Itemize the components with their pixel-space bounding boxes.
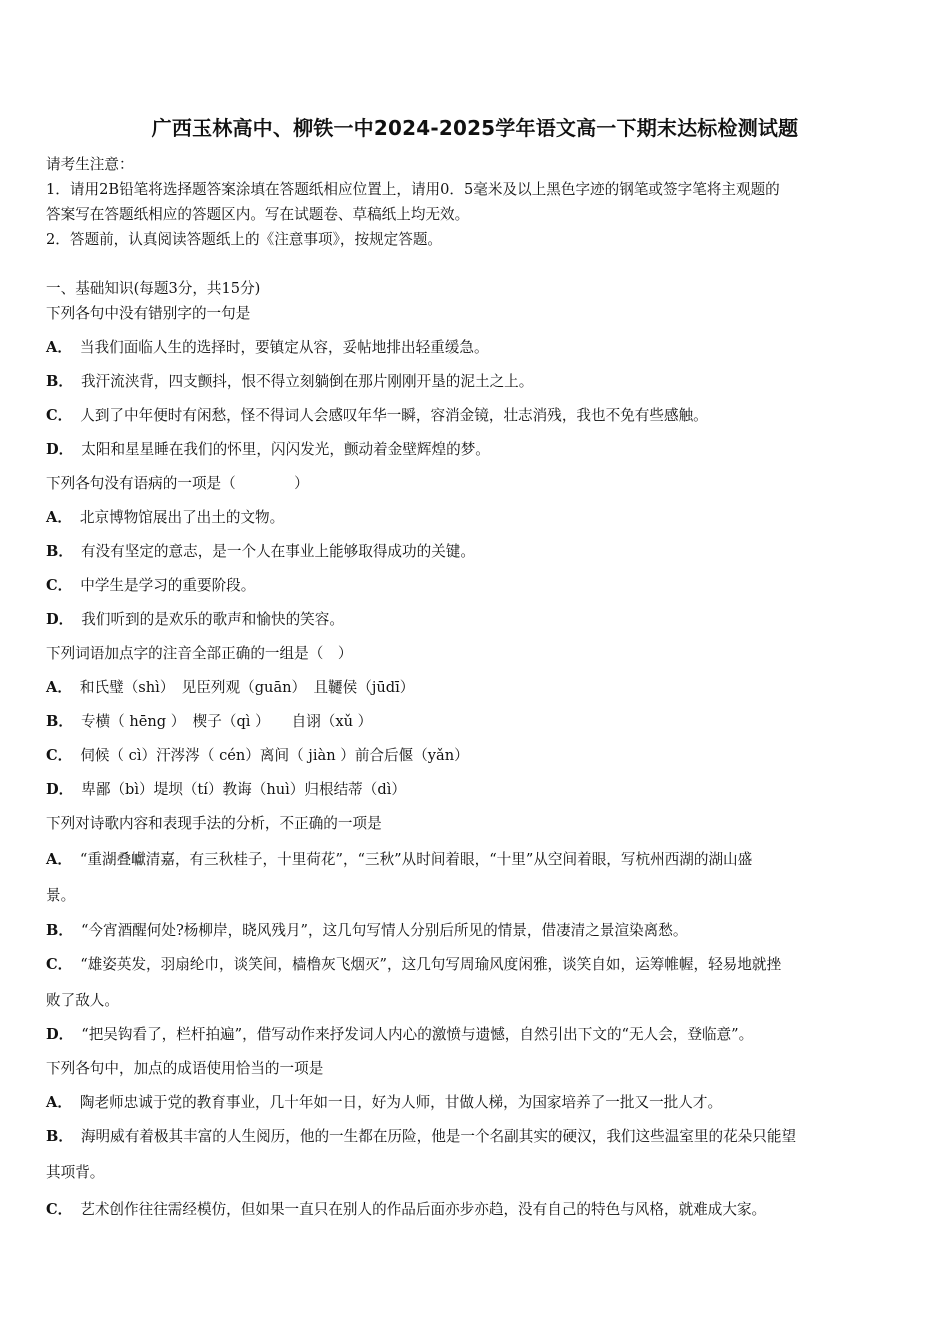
q1-option-a bbox=[46, 336, 489, 357]
question-stem-2: 下列各句没有语病的一项是（ ） bbox=[46, 475, 309, 492]
option-key: D． bbox=[46, 781, 74, 798]
q4-option-c-cont: 败了敌人。 bbox=[46, 992, 119, 1009]
q1-option-b bbox=[46, 370, 533, 391]
option-key: A． bbox=[46, 851, 72, 868]
option-key: B． bbox=[46, 543, 73, 560]
q5-option-c bbox=[46, 1198, 766, 1219]
option-key: A． bbox=[46, 1094, 72, 1111]
option-text: “今宵酒醒何处?杨柳岸，晓风残月”，这几句写情人分别后所见的情景，借凄清之景渲染离愁。 bbox=[80, 922, 688, 939]
option-text: 中学生是学习的重要阶段。 bbox=[80, 577, 256, 594]
q4-option-d bbox=[46, 1023, 753, 1044]
question-stem-3: 下列词语加点字的注音全部正确的一组是（ ） bbox=[46, 645, 353, 662]
option-text: 人到了中年便时有闲愁，怪不得词人会感叹年华一瞬，容消金镜，壮志消残，我也不免有些感触。 bbox=[80, 407, 708, 424]
option-key: C． bbox=[46, 956, 73, 973]
option-key: C． bbox=[46, 1201, 73, 1218]
option-text: 有没有坚定的意志，是一个人在事业上能够取得成功的关键。 bbox=[80, 543, 475, 560]
option-key: B． bbox=[46, 373, 73, 390]
option-text: 卑鄙（bì）堤坝（tí）教诲（huì）归根结蒂（dì） bbox=[81, 781, 406, 798]
question-stem-5: 下列各句中，加点的成语使用恰当的一项是 bbox=[46, 1060, 324, 1077]
q5-option-b bbox=[46, 1125, 796, 1146]
option-text: 陶老师忠诚于党的教育事业，几十年如一日，好为人师，甘做人梯，为国家培养了一批又一批人才。 bbox=[79, 1094, 723, 1111]
notice-item-2: 2．答题前，认真阅读答题纸上的《注意事项》，按规定答题。 bbox=[46, 231, 443, 248]
q5-option-b-cont: 其项背。 bbox=[46, 1164, 105, 1181]
option-text: 专横（ hēng ） 楔子（qì ） 自诩（xǔ ） bbox=[80, 713, 373, 730]
q2-option-d bbox=[46, 608, 344, 629]
option-key: B． bbox=[46, 713, 73, 730]
option-text: “雄姿英发，羽扇纶巾，谈笑间，樯橹灰飞烟灭”，这几句写周瑜风度闲雅，谈笑自如，运筹帷幄，轻易地就挫 bbox=[80, 956, 782, 973]
option-text: 和氏璧（shì） 见臣列观（guān） 且韆侯（jūdī） bbox=[79, 679, 415, 696]
page-title: 广西玉林高中、柳铁一中2024-2025学年语文高一下期末达标检测试题 bbox=[151, 116, 799, 140]
option-key: C． bbox=[46, 407, 73, 424]
option-key: A． bbox=[46, 509, 72, 526]
option-key: C． bbox=[46, 577, 73, 594]
option-text: 我汗流浃背，四支颤抖，恨不得立刻躺倒在那片刚刚开垦的泥土之上。 bbox=[80, 373, 534, 390]
option-text: 北京博物馆展出了出土的文物。 bbox=[79, 509, 285, 526]
q1-option-c bbox=[46, 404, 708, 425]
q4-option-b bbox=[46, 919, 687, 940]
option-text: 我们听到的是欢乐的歌声和愉快的笑容。 bbox=[81, 611, 344, 628]
notice-item-1-cont: 答案写在答题纸相应的答题区内。写在试题卷、草稿纸上均无效。 bbox=[46, 206, 470, 223]
question-stem-4: 下列对诗歌内容和表现手法的分析，不正确的一项是 bbox=[46, 815, 382, 832]
option-key: D． bbox=[46, 441, 74, 458]
q5-option-a bbox=[46, 1091, 722, 1112]
option-text: 太阳和星星睡在我们的怀里，闪闪发光，颤动着金壁辉煌的梦。 bbox=[81, 441, 490, 458]
notice-item-1: 1．请用2B铅笔将选择题答案涂填在答题纸相应位置上，请用0．5毫米及以上黑色字迹的钢笔或签字笔将主观题的 bbox=[46, 181, 780, 198]
q3-option-b bbox=[46, 710, 372, 731]
option-text: 当我们面临人生的选择时，要镇定从容，妥帖地排出轻重缓急。 bbox=[79, 339, 489, 356]
option-key: A． bbox=[46, 339, 72, 356]
q2-option-c bbox=[46, 574, 255, 595]
question-stem-1: 下列各句中没有错别字的一句是 bbox=[46, 305, 251, 322]
option-text: 艺术创作往往需经模仿，但如果一直只在别人的作品后面亦步亦趋，没有自己的特色与风格，就难成大家。 bbox=[80, 1201, 767, 1218]
section-heading: 一、基础知识(每题3分，共15分) bbox=[46, 280, 261, 297]
option-text: “把吴钩看了，栏杆拍遍”，借写动作来抒发词人内心的激愤与遗憾，自然引出下文的“无人会，登临意”。 bbox=[81, 1026, 754, 1043]
option-key: B． bbox=[46, 1128, 73, 1145]
q4-option-a-cont: 景。 bbox=[46, 887, 76, 904]
option-text: “重湖叠巘清嘉，有三秋桂子，十里荷花”，“三秋”从时间着眼，“十里”从空间着眼，写杭州西湖的湖山盛 bbox=[79, 851, 753, 868]
q4-option-c bbox=[46, 953, 781, 974]
option-key: C． bbox=[46, 747, 73, 764]
option-key: D． bbox=[46, 1026, 74, 1043]
q4-option-a bbox=[46, 848, 752, 869]
notice-heading: 请考生注意： bbox=[46, 156, 134, 173]
option-key: D． bbox=[46, 611, 74, 628]
q3-option-d bbox=[46, 778, 406, 799]
q3-option-a bbox=[46, 676, 414, 697]
option-text: 海明威有着极其丰富的人生阅历，他的一生都在历险，他是一个名副其实的硬汉，我们这些温室里的花朵只能望 bbox=[80, 1128, 797, 1145]
option-key: A． bbox=[46, 679, 72, 696]
q3-option-c bbox=[46, 744, 469, 765]
q2-option-b bbox=[46, 540, 475, 561]
q1-option-d bbox=[46, 438, 490, 459]
q2-option-a bbox=[46, 506, 284, 527]
option-key: B． bbox=[46, 922, 73, 939]
option-text: 伺候（ cì）汗涔涔（ cén）离间（ jiàn ）前合后偃（yǎn） bbox=[80, 747, 469, 764]
